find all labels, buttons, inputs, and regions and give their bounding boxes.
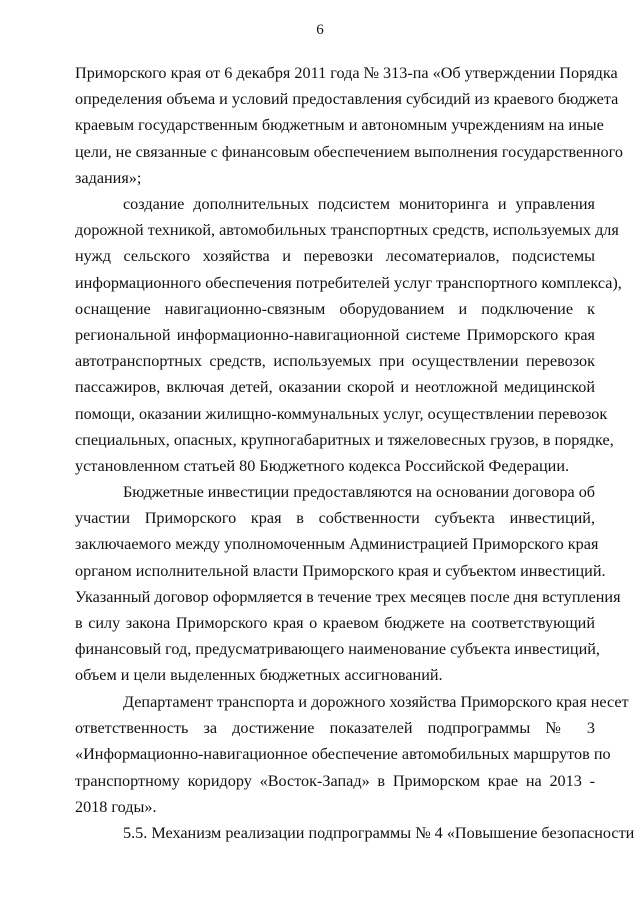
text-line: определения объема и условий предоставления субсидий из краевого бюджета [75, 90, 619, 109]
paragraph-5 [75, 820, 635, 846]
text-line: транспортному коридору «Восток-Запад» в Приморском крае на 2013 - [75, 771, 595, 790]
text-line: участии Приморского края в собственности субъекта инвестиций, [75, 509, 595, 528]
text-line: финансовый год, предусматривающего наименование субъекта инвестиций, [75, 640, 600, 659]
text-line: краевым государственным бюджетным и автономным учреждениям на иные [75, 116, 604, 135]
text-line: дорожной техникой, автомобильных транспортных средств, используемых для [75, 221, 619, 240]
text-line: объем и цели выделенных бюджетных ассигнований. [75, 666, 443, 685]
text-line: создание дополнительных подсистем мониторинга и управления [123, 195, 595, 213]
text-line: 2018 годы». [75, 797, 157, 816]
text-line: цели, не связанные с финансовым обеспечением выполнения государственного [75, 142, 623, 161]
text-line: задания»; [75, 168, 142, 187]
text-line: региональной информационно-навигационной системе Приморского края [75, 325, 595, 344]
text-line: установленном статьей 80 Бюджетного кодекса Российской Федерации. [75, 456, 570, 475]
text-line: помощи, оказании жилищно-коммунальных услуг, осуществлении перевозок [75, 404, 608, 423]
page-number: 6 [316, 22, 324, 38]
text-line: Департамент транспорта и дорожного хозяйства Приморского края несет [123, 693, 629, 711]
text-line: ответственность за достижение показателей подпрограммы № 3 [75, 719, 595, 738]
paragraph-1 [75, 60, 623, 191]
text-line: автотранспортных средств, используемых при осуществлении перевозок [75, 352, 595, 371]
text-line: «Информационно-навигационное обеспечение автомобильных маршрутов по [75, 745, 611, 764]
text-line: заключаемого между уполномоченным Администрацией Приморского края [75, 535, 599, 554]
text-line: оснащение навигационно-связным оборудованием и подключение к [75, 299, 595, 318]
text-line: специальных, опасных, крупногабаритных и тяжеловесных грузов, в порядке, [75, 430, 614, 449]
paragraph-2 [75, 191, 622, 479]
paragraph-3 [75, 479, 621, 689]
text-line: в силу закона Приморского края о краевом бюджете на соответствующий [75, 613, 595, 632]
text-line: пассажиров, включая детей, оказании скорой и неотложной медицинской [75, 378, 595, 397]
text-line: органом исполнительной власти Приморского края и субъектом инвестиций. [75, 561, 606, 580]
text-line: Бюджетные инвестиции предоставляются на основании договора об [123, 483, 596, 501]
text-line: информационного обеспечения потребителей услуг транспортного комплекса), [75, 273, 622, 292]
text-line: нужд сельского хозяйства и перевозки лесоматериалов, подсистемы [75, 247, 595, 266]
text-line: Приморского края от 6 декабря 2011 года № 313-па «Об утверждении Порядка [75, 64, 618, 82]
text-line: Указанный договор оформляется в течение трех месяцев после дня вступления [75, 587, 621, 606]
text-line: 5.5. Механизм реализации подпрограммы № 4 «Повышение безопасности [123, 824, 635, 842]
paragraph-4 [75, 689, 629, 820]
